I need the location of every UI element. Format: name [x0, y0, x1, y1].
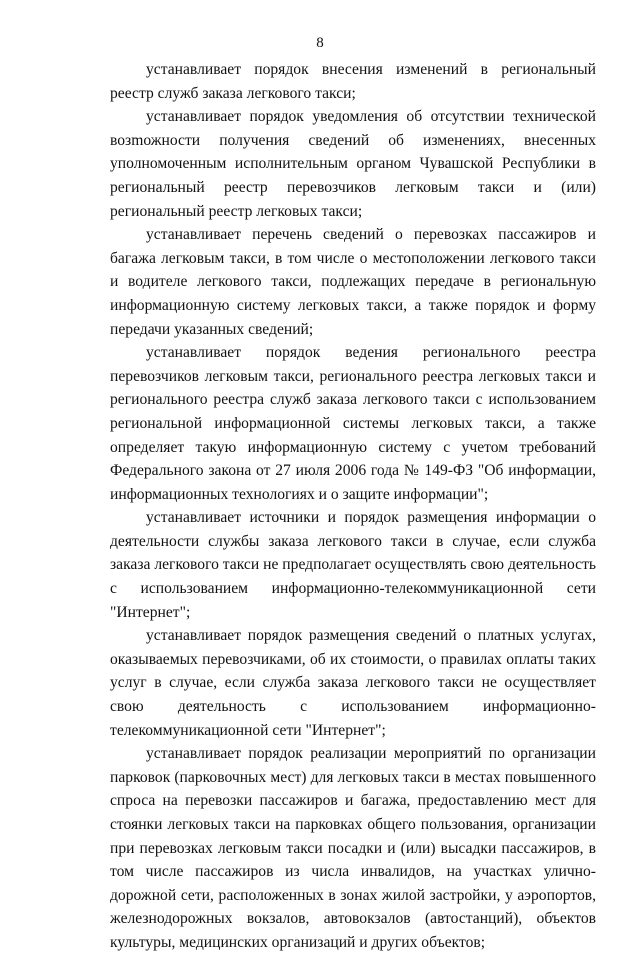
paragraph-3: устанавливает перечень сведений о перевозках пассажиров и багажа легковым такси, в том числе о местоположении легкового такси и водителе легкового такси, подлежащих передаче в региональную информационную систему легковых такси, а также порядок и форму передачи указанных сведений;: [110, 226, 596, 338]
page-number: 8: [316, 35, 324, 51]
paragraph-4: устанавливает порядок ведения регионального реестра перевозчиков легковым такси, регионального реестра легковых такси и регионального реестра служб заказа легкового такси с использованием региональной информационной системы легковых такси, а также определяет такую информационную систему с учетом требований Федерального закона от 27 июля 2006 года № 149-ФЗ "Об информации, информационных технологиях и о защите информации";: [110, 344, 596, 503]
paragraph-7: устанавливает порядок реализации мероприятий по организации парковок (парковочных мест) для легковых такси в местах повышенного спроса на перевозки пассажиров и багажа, предоставлению мест для стоянки легковых такси на парковках общего пользования, организации при перевозках легковым такси посадки и (или) высадки пассажиров, в том числе пассажиров из числа инвалидов, на участках улично-дорожной сети, расположенных в зонах жилой застройки, у аэропортов, железнодорожных вокзалов, автовокзалов (автостанций), объектов культуры, медицинских организаций и других объектов;: [110, 745, 596, 951]
paragraph-1: устанавливает порядок внесения изменений в региональный реестр служб заказа легкового такси;: [110, 61, 596, 102]
paragraph-2: устанавливает порядок уведомления об отсутствии технической возmожности получения сведений об изменениях, внесенных уполномоченным исполнительным органом Чувашской Республики в региональный реестр перевозчиков легковым такси и (или) региональный реестр легковых такси;: [110, 108, 596, 220]
paragraph-5: устанавливает источники и порядок размещения информации о деятельности службы заказа легкового такси в случае, если служба заказа легкового такси не предполагает осуществлять свою деятельность с использованием информационно-телекоммуникационной сети "Интернет";: [110, 509, 596, 621]
document-body: [110, 58, 596, 955]
paragraph-6: устанавливает порядок размещения сведений о платных услугах, оказываемых перевозчиками, об их стоимости, о правилах оплаты таких услуг в случае, если служба заказа легкового такси не осуществляет свою деятельность с использованием информационно-телекоммуникационной сети "Интернет";: [110, 627, 596, 739]
